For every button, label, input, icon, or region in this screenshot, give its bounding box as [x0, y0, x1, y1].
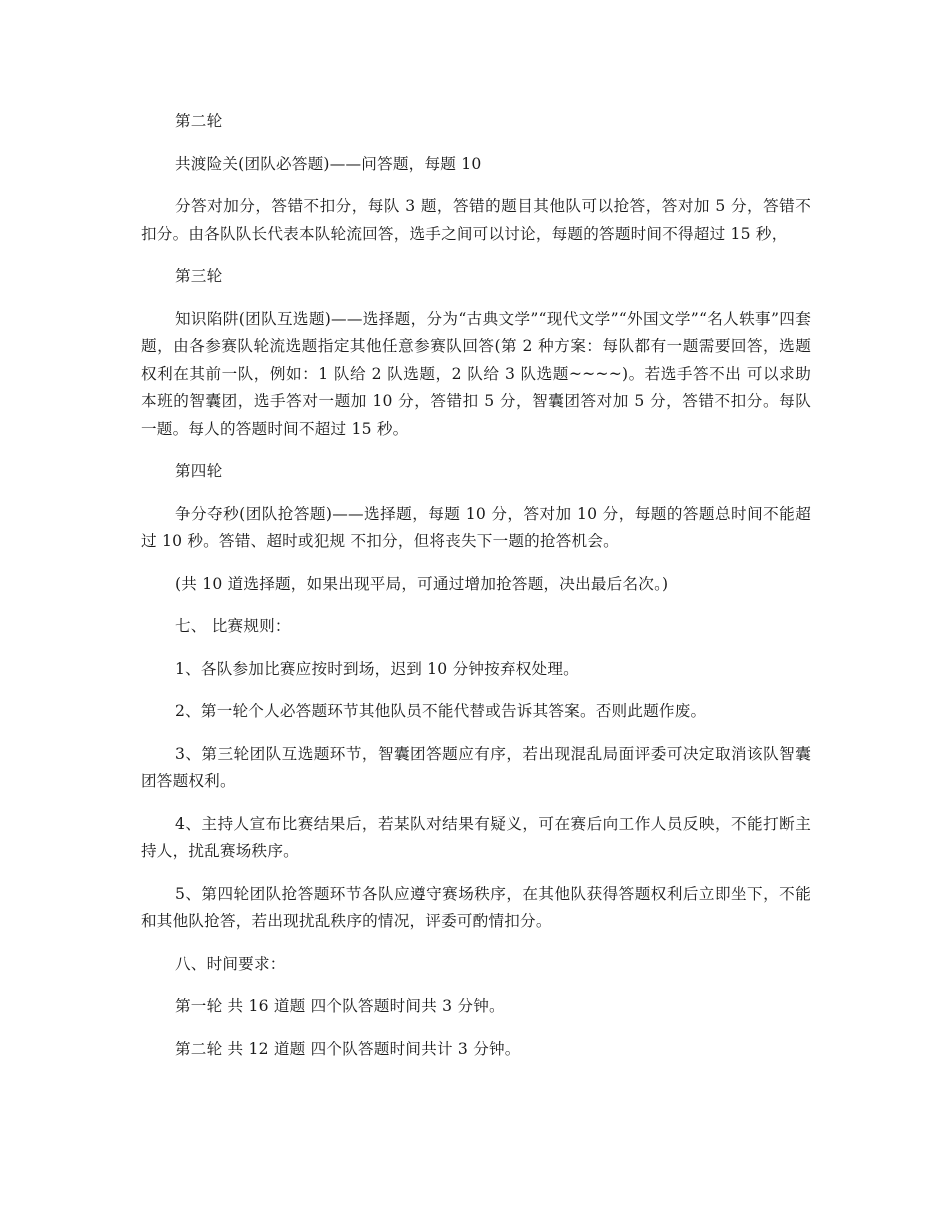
round-two-heading: 第二轮 — [175, 112, 223, 130]
rule-item-1: 1、各队参加比赛应按时到场，迟到 10 分钟按弃权处理。 — [175, 659, 579, 678]
rule-item-3: 3、第三轮团队互选题环节，智囊团答题应有序，若出现混乱局面评委可决定取消该队智囊团答题权利。 — [141, 744, 811, 790]
round-four-heading: 第四轮 — [175, 462, 223, 480]
time-round-two: 第二轮 共 12 道题 四个队答题时间共计 3 分钟。 — [175, 1039, 521, 1058]
rule-item-4: 4、主持人宣布比赛结果后，若某队对结果有疑义，可在赛后向工作人员反映，不能打断主持人，扰乱赛场秩序。 — [141, 814, 811, 860]
round-four-rules: 争分夺秒(团队抢答题)——选择题，每题 10 分，答对加 10 分，每题的答题总时间不能超过 10 秒。答错、超时或犯规 不扣分，但将丧失下一题的抢答机会。 — [141, 504, 811, 550]
tiebreak-note: (共 10 道选择题，如果出现平局，可通过增加抢答题，决出最后名次。) — [175, 574, 669, 593]
round-two-rules: 分答对加分，答错不扣分，每队 3 题，答错的题目其他队可以抢答，答对加 5 分，答错不扣分。由各队队长代表本队轮流回答，选手之间可以讨论，每题的答题时间不得超过 15 秒， — [141, 197, 811, 243]
section-eight-heading: 八、时间要求： — [175, 954, 286, 973]
rule-item-2: 2、第一轮个人必答题环节其他队员不能代替或告诉其答案。否则此题作废。 — [175, 702, 707, 720]
round-two-title: 共渡险关(团队必答题)——问答题，每题 10 — [175, 154, 482, 173]
section-seven-heading: 七、 比赛规则： — [175, 617, 291, 635]
document-page — [141, 108, 811, 1078]
round-three-heading: 第三轮 — [175, 267, 223, 285]
round-three-rules: 知识陷阱(团队互选题)——选择题，分为“古典文学”“现代文学”“外国文学”“名人轶事”四套题，由各参赛队轮流选题指定其他任意参赛队回答(第 2 种方案：每队都有一题需要回答，选题权利在其前一队，例如：1 队给 2 队选题，2 队给 3 队选题~~~~)。若选手答不出 可以求助本班的智囊团，选手答对一题加 10 分，答错扣 5 分，智囊团答对加 5 分，答错不扣分。每队一题。每人的答题时间不超过 15 秒。 — [141, 309, 811, 438]
rule-item-5: 5、第四轮团队抢答题环节各队应遵守赛场秩序，在其他队获得答题权利后立即坐下，不能和其他队抢答，若出现扰乱秩序的情况，评委可酌情扣分。 — [141, 884, 811, 930]
time-round-one: 第一轮 共 16 道题 四个队答题时间共 3 分钟。 — [175, 997, 505, 1015]
